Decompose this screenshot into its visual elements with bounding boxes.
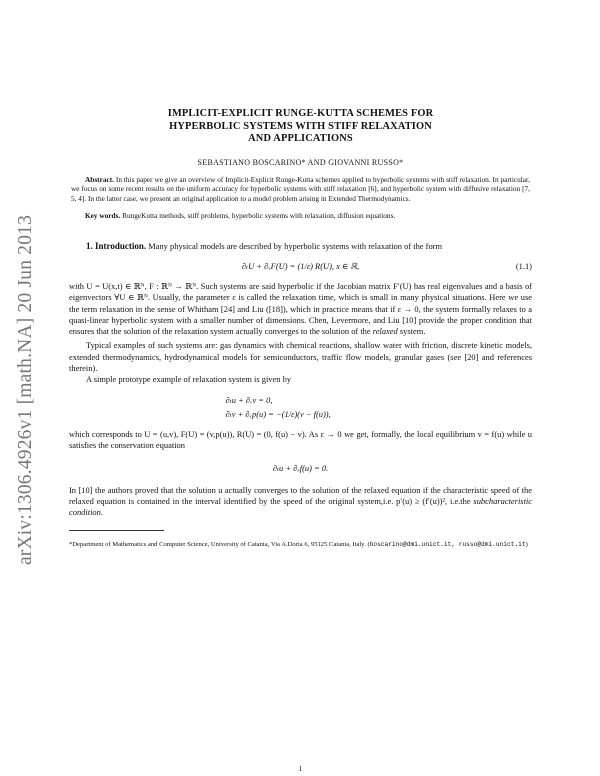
footnote-close: ) <box>525 541 528 549</box>
keywords-label: Key words. <box>85 211 121 221</box>
intro-paragraph-5-end: . <box>100 507 103 518</box>
authors: SEBASTIANO BOSCARINO* AND GIOVANNI RUSSO* <box>197 157 404 167</box>
arxiv-identifier: arXiv:1306.4926v1 [math.NA] 20 Jun 2013 <box>15 214 36 566</box>
title-line-1: IMPLICIT-EXPLICIT RUNGE-KUTTA SCHEMES FOR <box>167 108 434 119</box>
subcharacteristic-emphasis: subcharacteristic condition <box>69 495 533 518</box>
intro-paragraph-1-start: Many physical models are described by hyperbolic systems with relaxation of the form <box>148 240 443 251</box>
keywords-text: RungeKutta methods, stiff problems, hyperbolic systems with relaxation, diffusion equations. <box>122 211 396 221</box>
page-number: 1 <box>298 764 303 773</box>
intro-paragraph-2: Typical examples of such systems are: gas dynamics with chemical reactions, shallow water with friction, discrete kinetic models, extended thermodynamics, hydrodynamical models for semiconductors, traffic flow models, granular gases (see [20] and references therein). <box>69 340 532 373</box>
equation-1-1-number: (1.1) <box>515 261 532 272</box>
equation-conservation <box>69 463 532 474</box>
intro-paragraph-3: A simple prototype example of relaxation system is given by <box>86 373 292 384</box>
equation-1-1 <box>69 261 532 272</box>
equation-system-line-2: ∂ₜv + ∂ₓp(u) = −(1/ε)(v − f(u)), <box>225 409 331 420</box>
equation-system-line-1: ∂ₜu + ∂ₓv = 0, <box>225 395 273 406</box>
section-heading: 1. Introduction. <box>86 240 147 251</box>
footnote-rule <box>69 530 164 531</box>
section-introduction <box>69 241 532 518</box>
abstract-label: Abstract. <box>85 174 114 184</box>
relaxed-emphasis: relaxed <box>372 326 398 337</box>
footnote-emails: boscarino@dmi.unict.it, russo@dmi.unict.it <box>369 541 526 549</box>
intro-paragraph-4: which corresponds to U = (u,v), F(U) = (v,p(u)), R(U) = (0, f(u) − v). As ε → 0 we get, formally, the local equilibrium v = f(u) while u satisfies the conservation equation <box>69 429 532 451</box>
footnote <box>69 541 532 550</box>
equation-conservation-body: ∂ₜu + ∂ₓf(u) = 0. <box>272 462 329 473</box>
title-line-3: AND APPLICATIONS <box>248 133 353 144</box>
intro-paragraph-5-start: In [10] the authors proved that the solution u actually converges to the solution of the relaxed equation if the characteristic speed of the relaxed equation is contained in the interval identified by the speed of the original system,i.e. p′(u) ≥ (f′(u))², i.e.the <box>69 484 532 506</box>
equation-1-1-body: ∂ₜU + ∂ₓF(U) = (1/ε) R(U), x ∈ ℝ, <box>241 261 360 272</box>
paper-title <box>69 108 532 146</box>
intro-paragraph-1-cont: with U = U(x,t) ∈ ℝᴺ, F : ℝᴺ → ℝᴺ. Such systems are said hyperbolic if the Jacobian matrix F′(U) has real eigenvalues and a basis of eigenvectors ∀U ∈ ℝᴺ. Usually, the parameter ε is called the relaxation time, which is small in many physical situations. Here we use the term relaxation in the sense of Whitham [24] and Liu ([18]), which in practice means that if ε → 0, the system formally relaxes to a quasi-linear hyperbolic system with a smaller number of dimensions. Chen, Levermore, and Liu [10] provide the proper condition that ensures that the solution of the relaxation system actually converges to the solution of the <box>69 281 532 337</box>
equation-system <box>69 393 532 421</box>
title-line-2: HYPERBOLIC SYSTEMS WITH STIFF RELAXATION <box>169 120 432 132</box>
abstract-text: In this paper we give an overview of Implicit-Explicit Runge-Kutta schemes applied to hyperbolic systems with stiff relaxation. In particular, we focus on some recent results on the uniform accuracy for hyperbolic systems with stiff relaxation [6], and hyperbolic system with diffusive relaxation [7, 5, 4]. In the latter case, we present an original application to a model problem arising in Extended Thermodynamics. <box>71 174 530 203</box>
arxiv-sidebar <box>6 180 46 600</box>
keywords <box>69 211 532 221</box>
footnote-text: *Department of Mathematics and Computer Science, University of Catania, Via A.Doria 6, 95125 Catania, Italy. ( <box>69 541 370 549</box>
paper-page <box>69 108 533 773</box>
intro-paragraph-1-end: system. <box>399 326 426 337</box>
abstract <box>69 175 532 204</box>
